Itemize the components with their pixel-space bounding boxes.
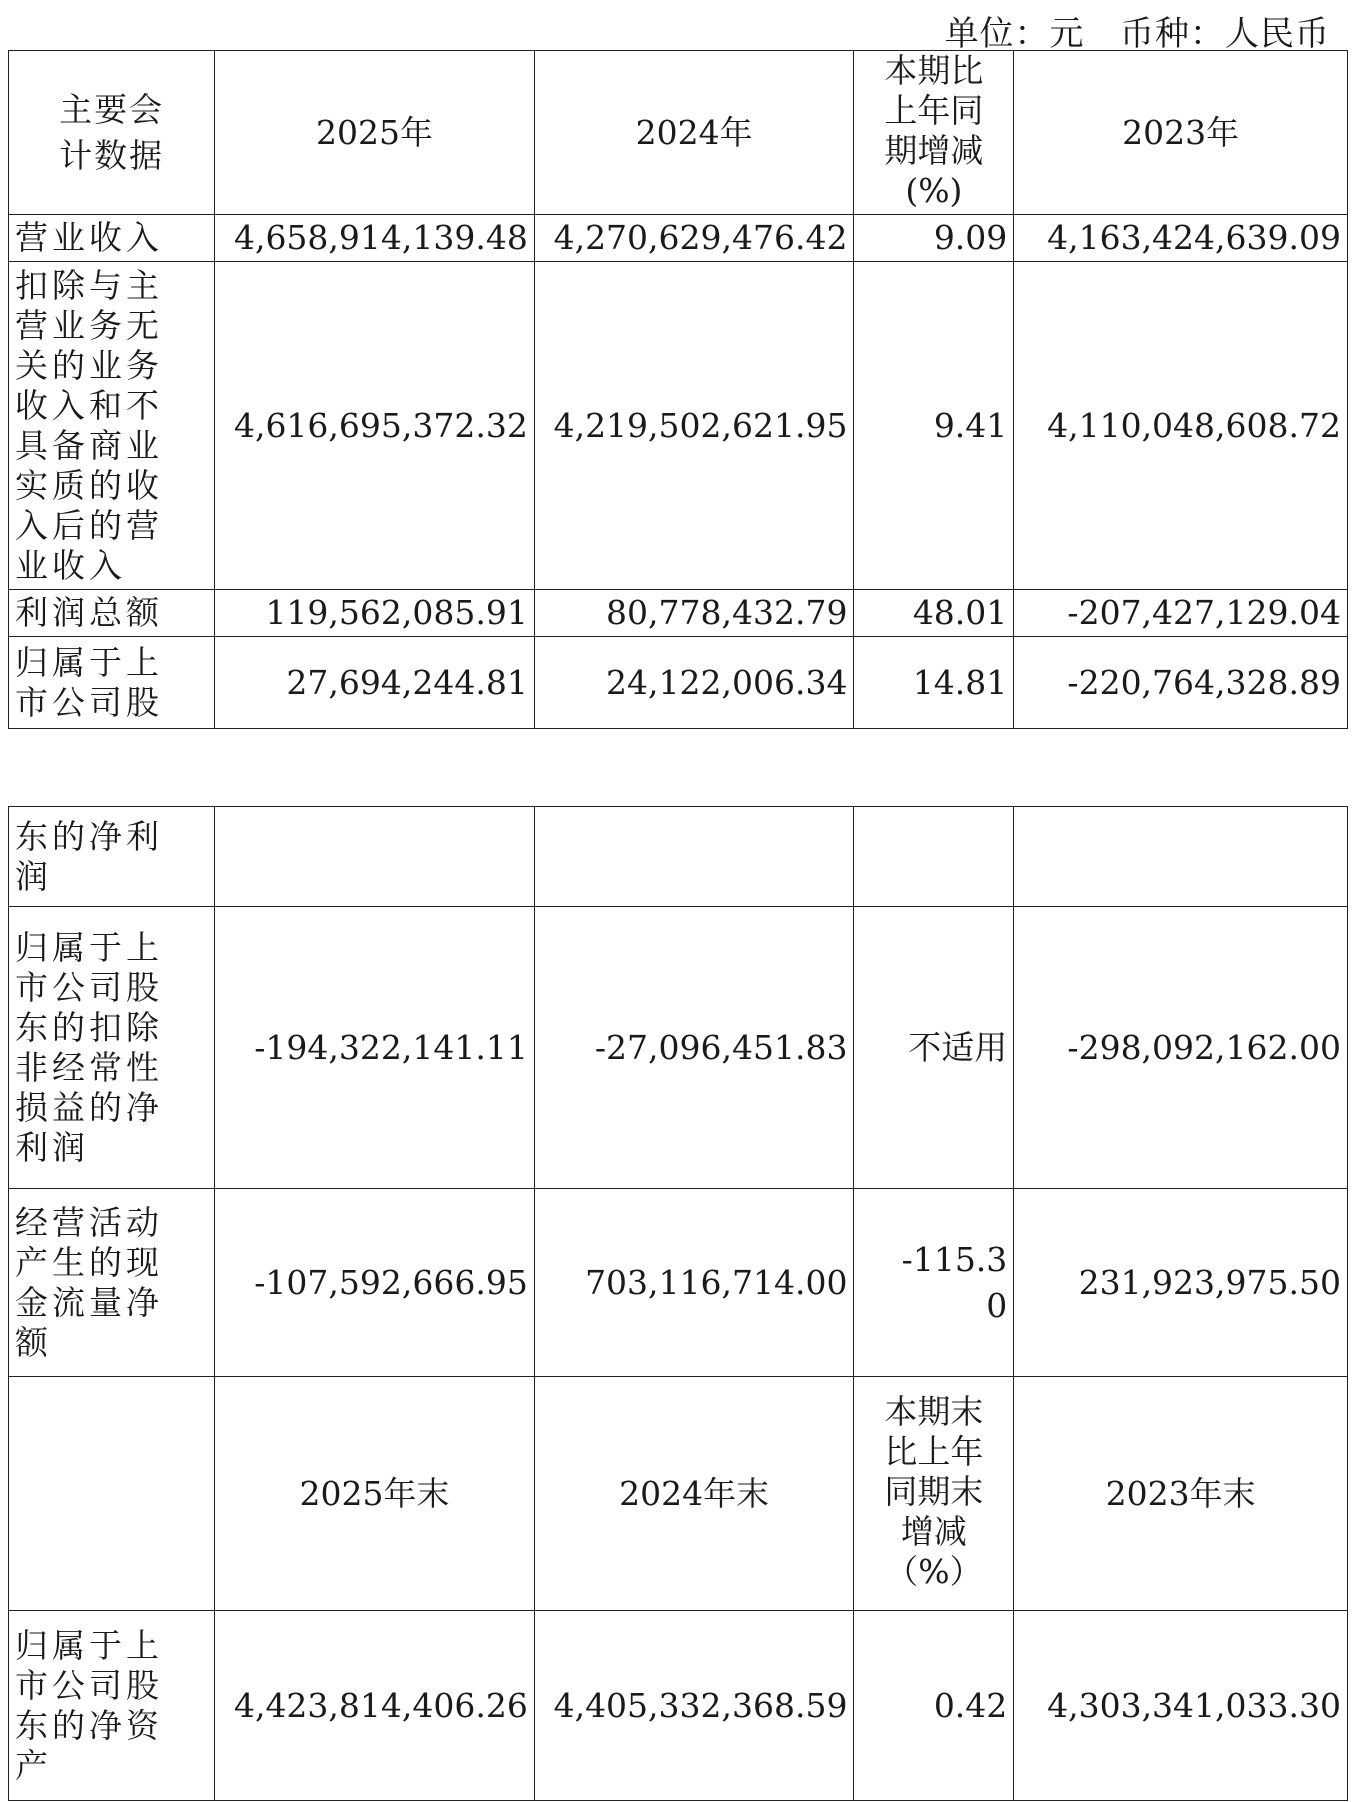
table-row: [9, 1611, 1348, 1801]
unit-currency-line: 单位：元 币种：人民币: [944, 14, 1330, 54]
accounting-data-table-part1: [8, 50, 1348, 729]
table-header-row: [9, 51, 1348, 215]
value-change: 0.42: [854, 1611, 1014, 1801]
value-2025: 27,694,244.81: [215, 637, 535, 729]
value-2024: 80,778,432.79: [534, 590, 854, 637]
row-label: 归属于上市公司股东的扣除非经常性损益的净利润: [9, 907, 215, 1189]
header-2024: 2024年: [534, 51, 854, 215]
value-change: -115.30: [854, 1189, 1014, 1377]
value-2023: 4,303,341,033.30: [1014, 1611, 1348, 1801]
value-2024: 24,122,006.34: [534, 637, 854, 729]
value-2024: 4,270,629,476.42: [534, 215, 854, 262]
header2-change: 本期末比上年同期末增减（%）: [854, 1377, 1014, 1611]
header-change: 本期比上年同期增减(%): [854, 51, 1014, 215]
empty-cell: [534, 807, 854, 907]
value-2025: -194,322,141.11: [215, 907, 535, 1189]
value-change: 9.41: [854, 262, 1014, 590]
value-2023: 231,923,975.50: [1014, 1189, 1348, 1377]
empty-cell: [1014, 807, 1348, 907]
value-2024: -27,096,451.83: [534, 907, 854, 1189]
value-2023: 4,110,048,608.72: [1014, 262, 1348, 590]
header2-2023: 2023年末: [1014, 1377, 1348, 1611]
table-header-row-2: [9, 1377, 1348, 1611]
value-2025: 119,562,085.91: [215, 590, 535, 637]
table-row: [9, 1189, 1348, 1377]
value-2023: -220,764,328.89: [1014, 637, 1348, 729]
value-2023: 4,163,424,639.09: [1014, 215, 1348, 262]
header-2023: 2023年: [1014, 51, 1348, 215]
value-2024: 4,405,332,368.59: [534, 1611, 854, 1801]
table-row: [9, 637, 1348, 729]
row-label: 归属于上市公司股东的净资产: [9, 1611, 215, 1801]
empty-cell: [215, 807, 535, 907]
row-label: 利润总额: [9, 590, 215, 637]
value-change: 48.01: [854, 590, 1014, 637]
header2-2025: 2025年末: [215, 1377, 535, 1611]
header2-label: [9, 1377, 215, 1611]
value-2023: -207,427,129.04: [1014, 590, 1348, 637]
empty-cell: [854, 807, 1014, 907]
table-row-continued: [9, 807, 1348, 907]
table-row: [9, 590, 1348, 637]
header-2025: 2025年: [215, 51, 535, 215]
value-2024: 4,219,502,621.95: [534, 262, 854, 590]
value-2025: 4,423,814,406.26: [215, 1611, 535, 1801]
value-change: 9.09: [854, 215, 1014, 262]
table-row: [9, 262, 1348, 590]
table-row: [9, 215, 1348, 262]
value-2025: -107,592,666.95: [215, 1189, 535, 1377]
value-2023: -298,092,162.00: [1014, 907, 1348, 1189]
value-2025: 4,616,695,372.32: [215, 262, 535, 590]
row-label: 归属于上市公司股: [9, 637, 215, 729]
row-label: 扣除与主营业务无关的业务收入和不具备商业实质的收入后的营业收入: [9, 262, 215, 590]
value-change: 不适用: [854, 907, 1014, 1189]
row-label: 经营活动产生的现金流量净额: [9, 1189, 215, 1377]
value-change: 14.81: [854, 637, 1014, 729]
table-row: [9, 907, 1348, 1189]
row-label-continued: 东的净利润: [9, 807, 215, 907]
header2-2024: 2024年末: [534, 1377, 854, 1611]
row-label: 营业收入: [9, 215, 215, 262]
header-label: 主要会计数据: [9, 51, 215, 215]
accounting-data-table-part2: [8, 806, 1348, 1801]
value-2024: 703,116,714.00: [534, 1189, 854, 1377]
value-2025: 4,658,914,139.48: [215, 215, 535, 262]
